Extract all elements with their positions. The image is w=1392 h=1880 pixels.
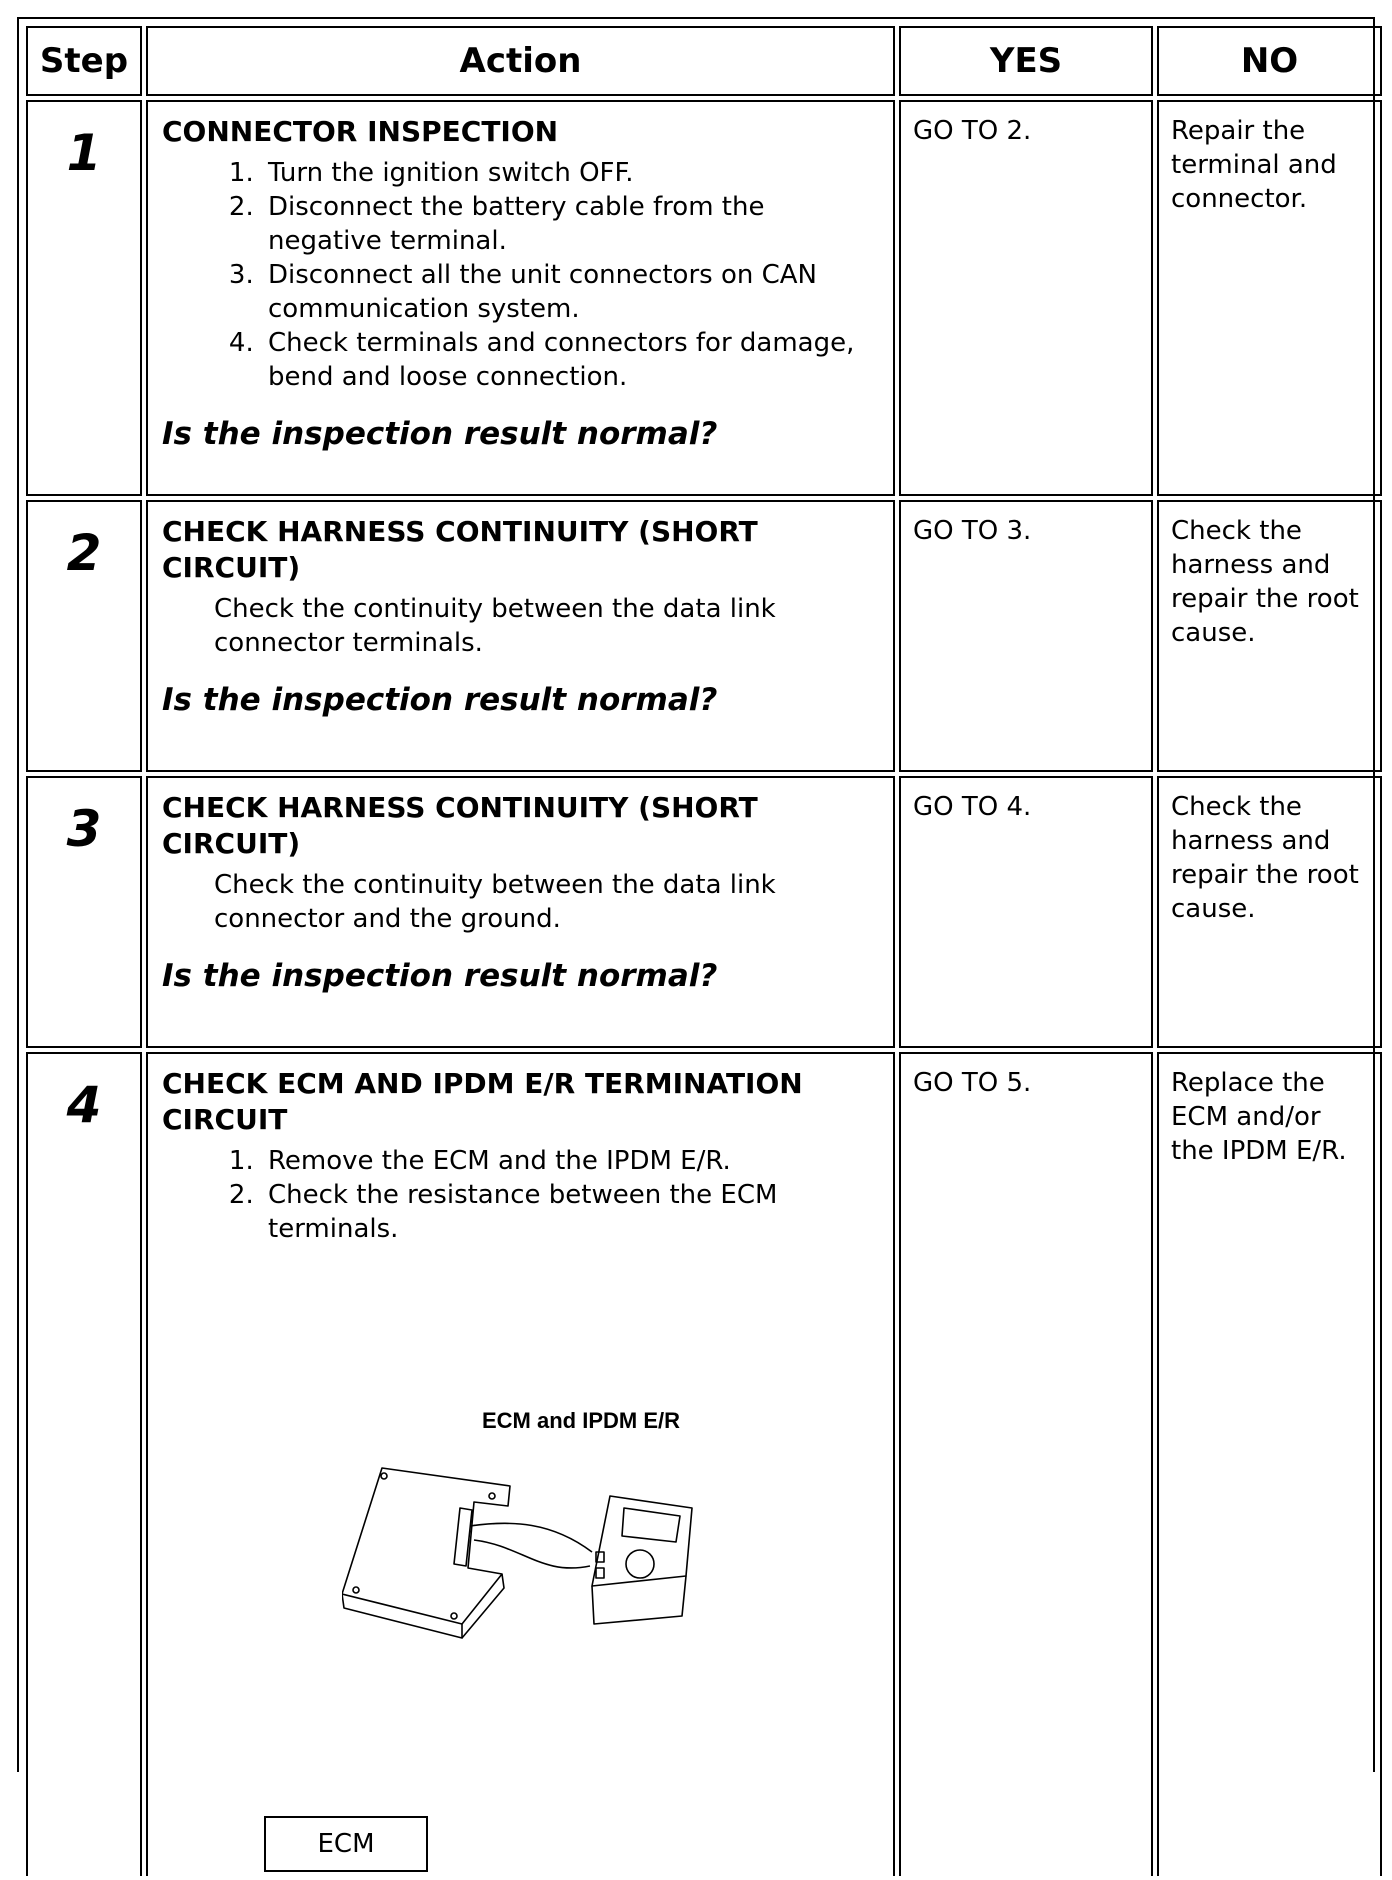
step-number: 2 — [26, 500, 142, 772]
ecm-unit-top — [342, 1468, 510, 1624]
action-text: Check the continuity between the data link connector and the ground. — [214, 870, 776, 934]
no-result: Check the harness and repair the root cause. — [1157, 776, 1382, 1048]
ecm-screw — [451, 1613, 457, 1619]
probe-lead — [474, 1540, 590, 1568]
action-steps — [162, 156, 879, 394]
ecm-screw — [381, 1473, 387, 1479]
action-cell — [146, 500, 895, 772]
table-row — [26, 500, 1382, 772]
inspection-question: Is the inspection result normal? — [162, 958, 718, 994]
ecm-screw — [489, 1493, 495, 1499]
ecm-unit-side — [342, 1594, 462, 1638]
action-text: Check the continuity between the data link connector terminals. — [214, 594, 776, 658]
action-title: CHECK ECM AND IPDM E/R TERMINATION CIRCUIT — [162, 1067, 803, 1136]
no-result: Repair the terminal and connector. — [1157, 100, 1382, 496]
action-step: 1. Remove the ECM and the IPDM E/R. — [262, 1144, 879, 1178]
multimeter-base — [592, 1576, 686, 1624]
step-number: 3 — [26, 776, 142, 1048]
table-row — [26, 100, 1382, 496]
yes-result: GO TO 2. — [899, 100, 1153, 496]
action-step: 2. Check the resistance between the ECM terminals. — [262, 1178, 879, 1246]
action-steps — [162, 1144, 879, 1246]
header-row — [26, 26, 1382, 96]
probe-lead — [470, 1523, 592, 1552]
table-row — [26, 776, 1382, 1048]
action-title: CHECK HARNESS CONTINUITY (SHORT CIRCUIT) — [162, 791, 758, 860]
figure-title: ECM and IPDM E/R — [482, 1408, 681, 1433]
inspection-question: Is the inspection result normal? — [162, 682, 718, 718]
action-cell — [146, 776, 895, 1048]
no-result: Check the harness and repair the root cause. — [1157, 500, 1382, 772]
action-cell — [146, 1052, 895, 1876]
header-action: Action — [146, 26, 895, 96]
procedure-table — [22, 22, 1386, 1880]
yes-result: GO TO 4. — [899, 776, 1153, 1048]
yes-result: GO TO 3. — [899, 500, 1153, 772]
ecm-label: ECM — [264, 1816, 428, 1872]
header-yes: YES — [899, 26, 1153, 96]
yes-result: GO TO 5. — [899, 1052, 1153, 1876]
action-step: 2. Disconnect the battery cable from the negative terminal. — [262, 190, 879, 258]
ecm-illustration — [162, 1246, 879, 1866]
header-step: Step — [26, 26, 142, 96]
procedure-table-frame — [17, 17, 1375, 1859]
multimeter-jack — [596, 1568, 604, 1578]
step-number: 4 — [26, 1052, 142, 1876]
action-step: 3. Disconnect all the unit connectors on CAN communication system. — [262, 258, 879, 326]
action-title: CHECK HARNESS CONTINUITY (SHORT CIRCUIT) — [162, 515, 758, 584]
multimeter-display — [622, 1508, 680, 1542]
header-no: NO — [1157, 26, 1382, 96]
multimeter-dial — [626, 1550, 654, 1578]
multimeter-body — [592, 1496, 692, 1586]
action-title: CONNECTOR INSPECTION — [162, 115, 559, 148]
inspection-question: Is the inspection result normal? — [162, 416, 718, 452]
no-result: Replace the ECM and/or the IPDM E/R. — [1157, 1052, 1382, 1876]
action-step: 4. Check terminals and connectors for damage, bend and loose connection. — [262, 326, 879, 394]
action-cell — [146, 100, 895, 496]
multimeter-diagram — [342, 1456, 762, 1656]
table-row — [26, 1052, 1382, 1876]
step-number: 1 — [26, 100, 142, 496]
action-step: 1. Turn the ignition switch OFF. — [262, 156, 879, 190]
ecm-unit-front — [462, 1574, 504, 1638]
ecm-screw — [353, 1587, 359, 1593]
